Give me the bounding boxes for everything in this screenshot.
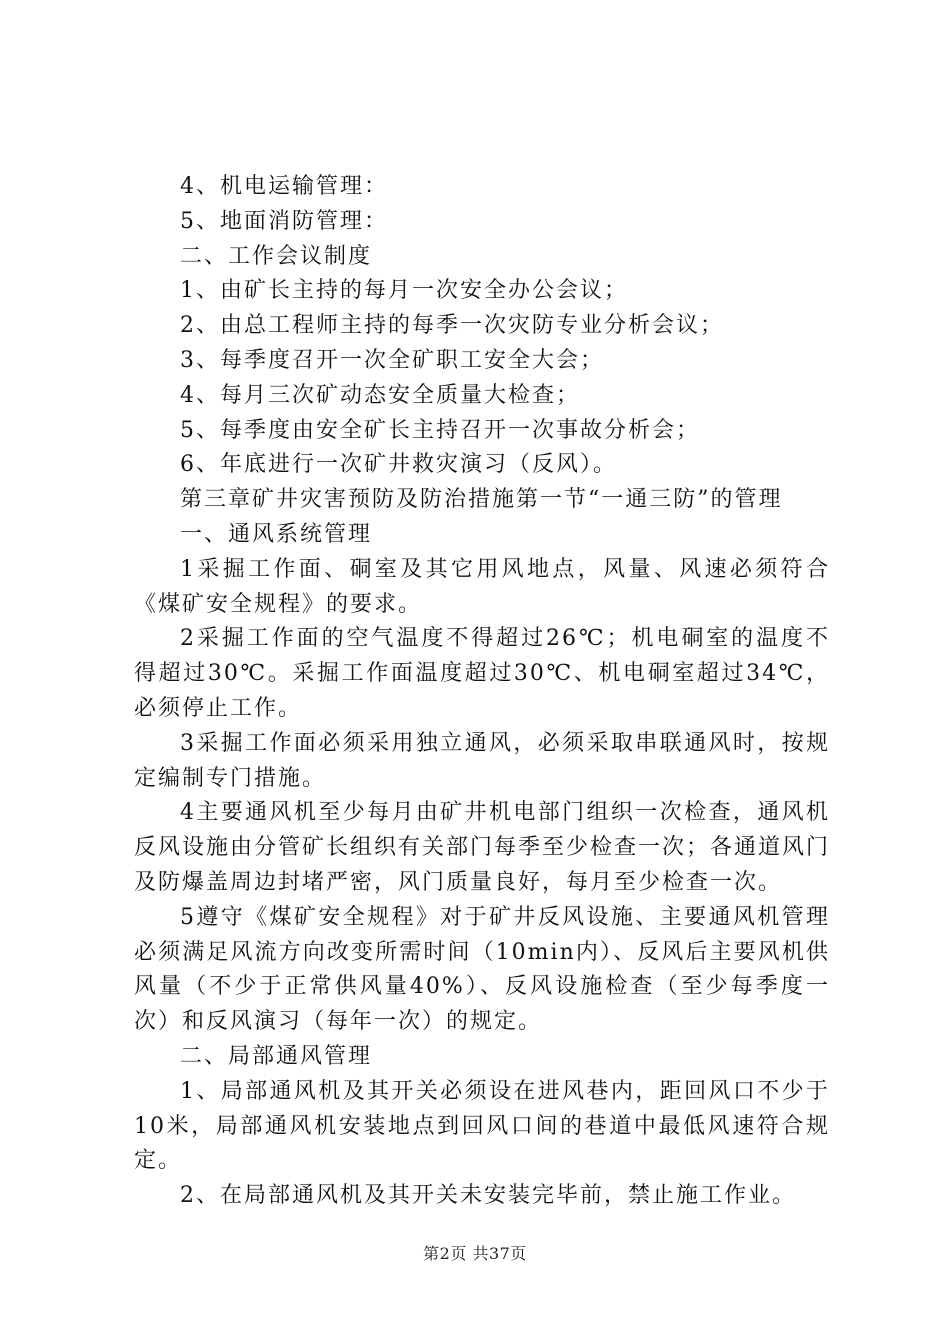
- paragraph: 3、每季度召开一次全矿职工安全大会；: [180, 347, 604, 373]
- section-heading: 一、通风系统管理: [180, 521, 373, 547]
- paragraph: 4、机电运输管理：: [180, 174, 388, 199]
- paragraph: 1采掘工作面、硐室及其它用风地点，风量、风速必须符合《煤矿安全规程》的要求。: [134, 556, 830, 617]
- section-heading: 二、工作会议制度: [180, 243, 373, 269]
- paragraph: 4、每月三次矿动态安全质量大检查；: [180, 382, 580, 408]
- paragraph: 5遵守《煤矿安全规程》对于矿井反风设施、主要通风机管理必须满足风流方向改变所需时间（10min内）、反风后主要风机供风量（不少于正常供风量40%）、反风设施检查（至少每季度一次）和反风演习（每年一次）的规定。: [134, 904, 830, 1035]
- paragraph: 2采掘工作面的空气温度不得超过26℃；机电硐室的温度不得超过30℃。采掘工作面温度超过30℃、机电硐室超过34℃，必须停止工作。: [134, 626, 830, 721]
- paragraph: 1、由矿长主持的每月一次安全办公会议；: [180, 278, 628, 304]
- section-heading: 二、局部通风管理: [180, 1043, 373, 1069]
- paragraph: 5、地面消防管理：: [180, 208, 388, 234]
- chapter-heading: 第三章矿井灾害预防及防治措施第一节“一通三防”的管理: [180, 487, 783, 513]
- page-number: 第2页 共37页: [423, 1244, 527, 1263]
- paragraph: 4主要通风机至少每月由矿井机电部门组织一次检查，通风机反风设施由分管矿长组织有关部门每季至少检查一次；各通道风门及防爆盖周边封堵严密，风门质量良好，每月至少检查一次。: [134, 800, 831, 895]
- paragraph: 2、由总工程师主持的每季一次灾防专业分析会议；: [180, 313, 724, 339]
- paragraph: 2、在局部通风机及其开关未安装完毕前，禁止施工作业。: [180, 1183, 796, 1209]
- paragraph: 3采掘工作面必须采用独立通风，必须采取串联通风时，按规定编制专门措施。: [134, 730, 830, 791]
- document-body: [134, 170, 830, 1214]
- paragraph: 6、年底进行一次矿井救灾演习（反风）。: [180, 452, 617, 478]
- paragraph: 5、每季度由安全矿长主持召开一次事故分析会；: [180, 417, 700, 443]
- paragraph: 1、局部通风机及其开关必须设在进风巷内，距回风口不少于10米，局部通风机安装地点到回风口间的巷道中最低风速符合规定。: [134, 1078, 830, 1174]
